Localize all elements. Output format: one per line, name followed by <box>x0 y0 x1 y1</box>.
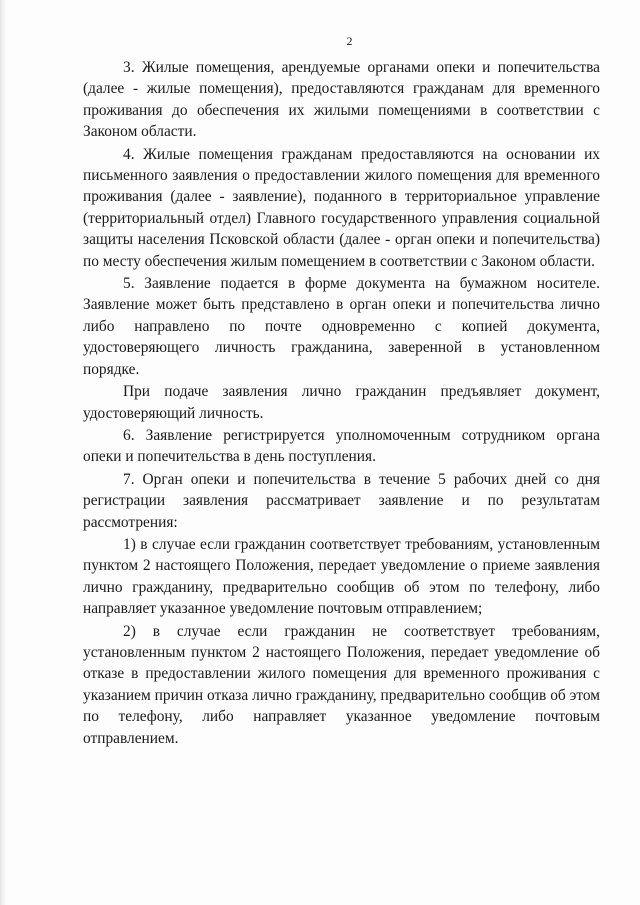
paragraph-5-identity: При подаче заявления лично гражданин предъявляет документ, удостоверяющий личность. <box>83 383 600 422</box>
paragraph-3: 3. Жилые помещения, арендуемые органами опеки и попечительства (далее - жилые помещения), предоставляются гражданам для временного проживания до обеспечения их жилыми помещениями в соответствии с Законом области. <box>83 59 600 141</box>
paragraph-6: 6. Заявление регистрируется уполномоченным сотрудником органа опеки и попечительства в день поступления. <box>83 426 600 466</box>
paragraph-7-item-1: 1) в случае если гражданин соответствует требованиям, установленным пунктом 2 настоящего Положения, передает уведомление о приеме заявления лично гражданину, предварительно сообщив об этом по телефону, либо направляет указанное уведомление почтовым отправлением; <box>83 535 600 618</box>
paragraph-5: 5. Заявление подается в форме документа на бумажном носителе. Заявление может быть представлено в орган опеки и попечительства лично либо направлено по почте одновременно с копией документа, удостоверяющего личность гражданина, заверенной в установленном порядке. <box>83 275 600 378</box>
paragraph-7: 7. Орган опеки и попечительства в течение 5 рабочих дней со дня регистрации заявления рассматривает заявление и по результатам рассмотрения: <box>83 470 600 531</box>
paragraph-7-item-2: 2) в случае если гражданин не соответствует требованиям, установленным пунктом 2 настоящего Положения, передает уведомление об отказе в предоставлении жилого помещения для временного проживания с указанием причин отказа лично гражданину, предварительно сообщив об этом по телефону, либо направляет указанное уведомление почтовым отправлением. <box>83 622 600 747</box>
paragraph-4: 4. Жилые помещения гражданам предоставляются на основании их письменного заявления о предоставлении жилого помещения для временного проживания (далее - заявление), поданного в территориальное управление (территориальный отдел) Главного государственного управления социальной защиты населения Псковской области (далее - орган опеки и попечительства) по месту обеспечения жилым помещением в соответствии с Законом области. <box>83 145 600 270</box>
page-number: 2 <box>346 34 353 48</box>
scan-edge-shadow <box>0 0 6 905</box>
